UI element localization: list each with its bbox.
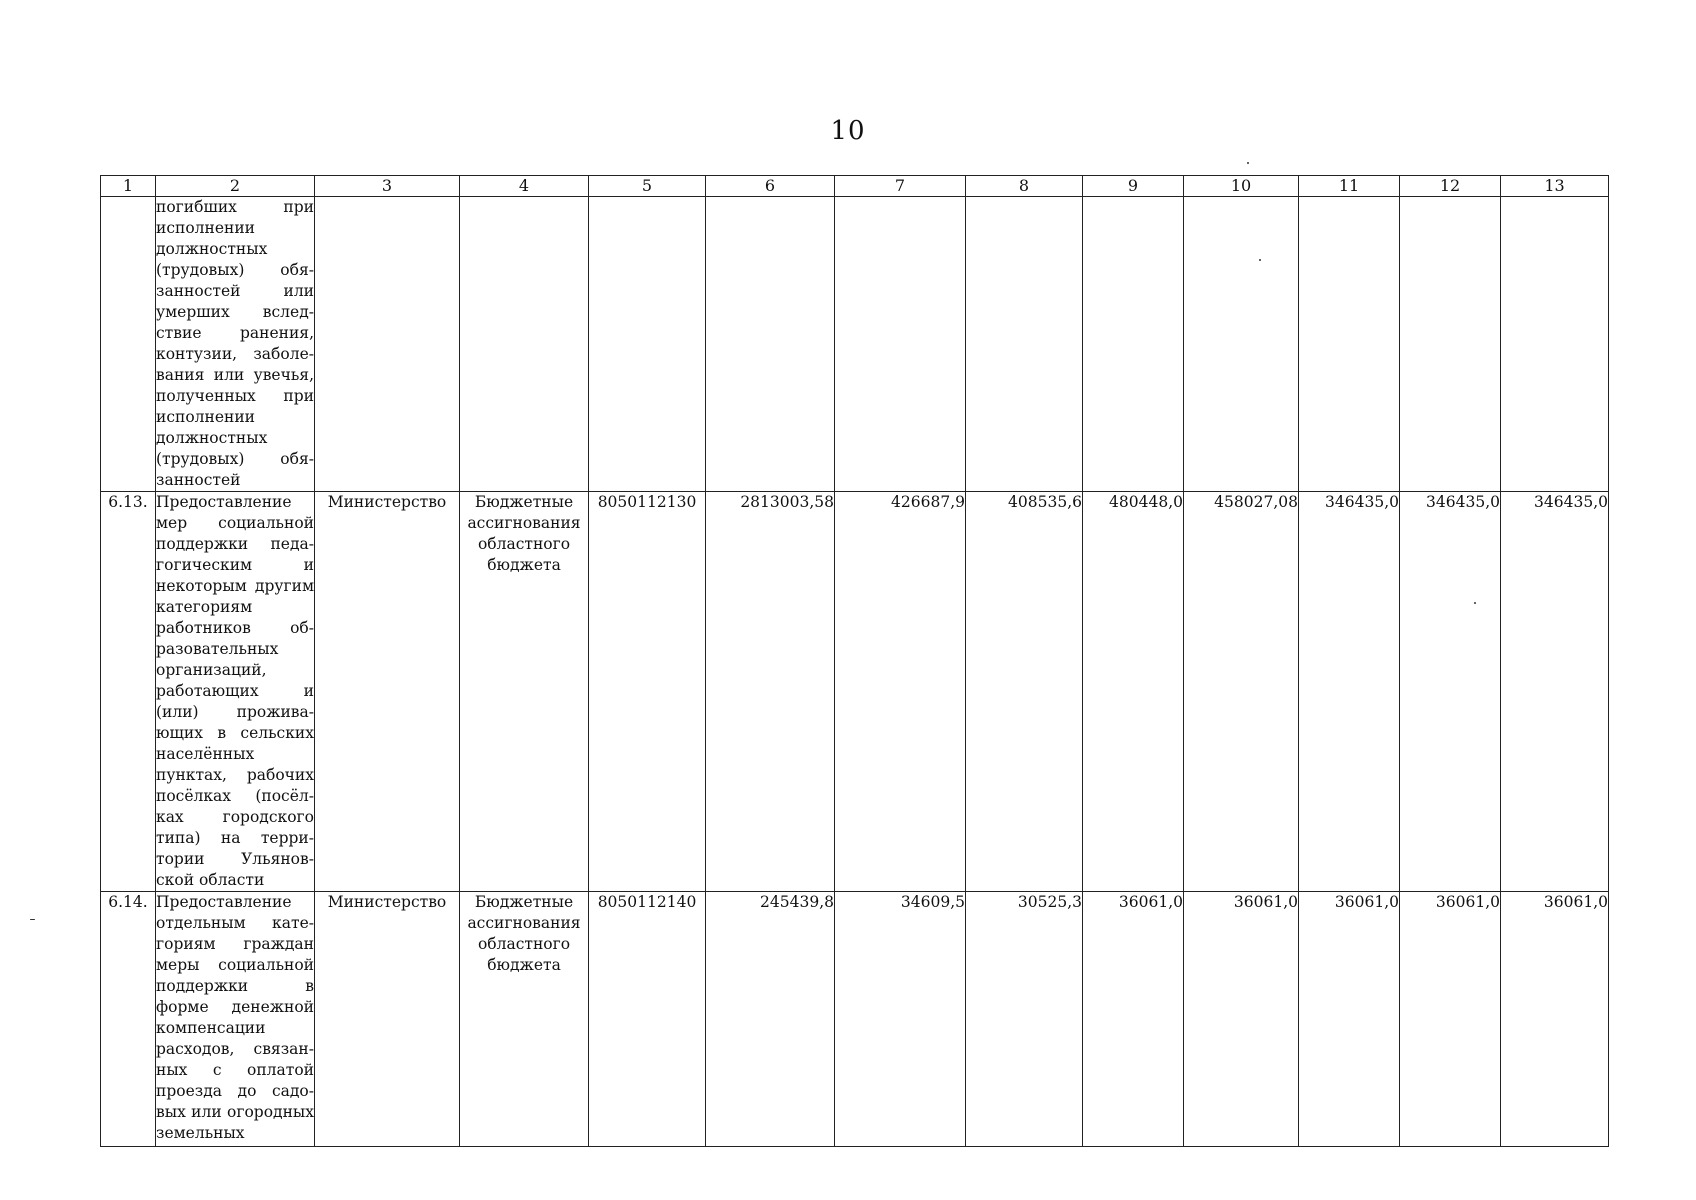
- scan-speck: [1259, 259, 1261, 261]
- year-value-cell: 426687,9: [835, 492, 966, 892]
- year-value-cell: 30525,3: [966, 892, 1083, 1147]
- year-value-cell: [1083, 197, 1184, 492]
- year-value-cell: 36061,0: [1501, 892, 1609, 1147]
- year-value-cell: 36061,0: [1299, 892, 1400, 1147]
- year-value-cell: 408535,6: [966, 492, 1083, 892]
- row-number-cell: 6.14.: [101, 892, 156, 1147]
- year-value-cell: 34609,5: [835, 892, 966, 1147]
- year-value-cell: [835, 197, 966, 492]
- header-cell: 10: [1184, 176, 1299, 197]
- year-value-cell: [1400, 197, 1501, 492]
- source-cell: Бюджетные ассигнования областного бюджета: [460, 892, 589, 1147]
- total-cell: [706, 197, 835, 492]
- table-row: [101, 492, 1609, 892]
- row-number-cell: 6.13.: [101, 492, 156, 892]
- year-value-cell: 458027,08: [1184, 492, 1299, 892]
- budget-table: [100, 175, 1609, 1147]
- header-cell: 8: [966, 176, 1083, 197]
- description-cell: Предоставление отдельным категориям граждан меры социальной поддержки в форме денежной компенсации расходов, связанных с оплатой проезда до садовых или огородных земельных: [156, 892, 315, 1147]
- header-cell: 13: [1501, 176, 1609, 197]
- total-cell: 245439,8: [706, 892, 835, 1147]
- code-cell: [589, 197, 706, 492]
- description-cell: Предоставление мер социальной поддержки педагогическим и некоторым другим категориям работников образовательных организаций, работающих и (или) проживающих в сельских населённых пунктах, рабочих посёлках (посёлках городского типа) на территории Ульяновской области: [156, 492, 315, 892]
- year-value-cell: 36061,0: [1083, 892, 1184, 1147]
- year-value-cell: 36061,0: [1400, 892, 1501, 1147]
- year-value-cell: [1299, 197, 1400, 492]
- total-cell: 2813003,58: [706, 492, 835, 892]
- page-number: 10: [830, 116, 866, 146]
- executor-cell: [315, 197, 460, 492]
- code-cell: 8050112130: [589, 492, 706, 892]
- header-cell: 11: [1299, 176, 1400, 197]
- header-cell: 6: [706, 176, 835, 197]
- year-value-cell: 480448,0: [1083, 492, 1184, 892]
- executor-cell: Министерство: [315, 892, 460, 1147]
- year-value-cell: [1184, 197, 1299, 492]
- scan-speck: [1247, 162, 1249, 164]
- header-cell: 7: [835, 176, 966, 197]
- header-cell: 2: [156, 176, 315, 197]
- year-value-cell: 346435,0: [1299, 492, 1400, 892]
- source-cell: Бюджетные ассигнования областного бюджета: [460, 492, 589, 892]
- year-value-cell: [1501, 197, 1609, 492]
- year-value-cell: 346435,0: [1400, 492, 1501, 892]
- header-cell: 1: [101, 176, 156, 197]
- year-value-cell: 36061,0: [1184, 892, 1299, 1147]
- source-cell: [460, 197, 589, 492]
- year-value-cell: [966, 197, 1083, 492]
- header-cell: 3: [315, 176, 460, 197]
- header-cell: 4: [460, 176, 589, 197]
- header-row: [101, 176, 1609, 197]
- table-row: [101, 892, 1609, 1147]
- scan-speck: [30, 919, 35, 920]
- code-cell: 8050112140: [589, 892, 706, 1147]
- row-number-cell: [101, 197, 156, 492]
- header-cell: 5: [589, 176, 706, 197]
- executor-cell: Министерство: [315, 492, 460, 892]
- scan-speck: [1474, 602, 1476, 604]
- table-row: [101, 197, 1609, 492]
- description-cell: погибших при исполнении должностных (трудовых) обязанностей или умерших вследствие ранения, контузии, заболевания или увечья, полученных при исполнении должностных (трудовых) обязанностей: [156, 197, 315, 492]
- header-cell: 12: [1400, 176, 1501, 197]
- year-value-cell: 346435,0: [1501, 492, 1609, 892]
- header-cell: 9: [1083, 176, 1184, 197]
